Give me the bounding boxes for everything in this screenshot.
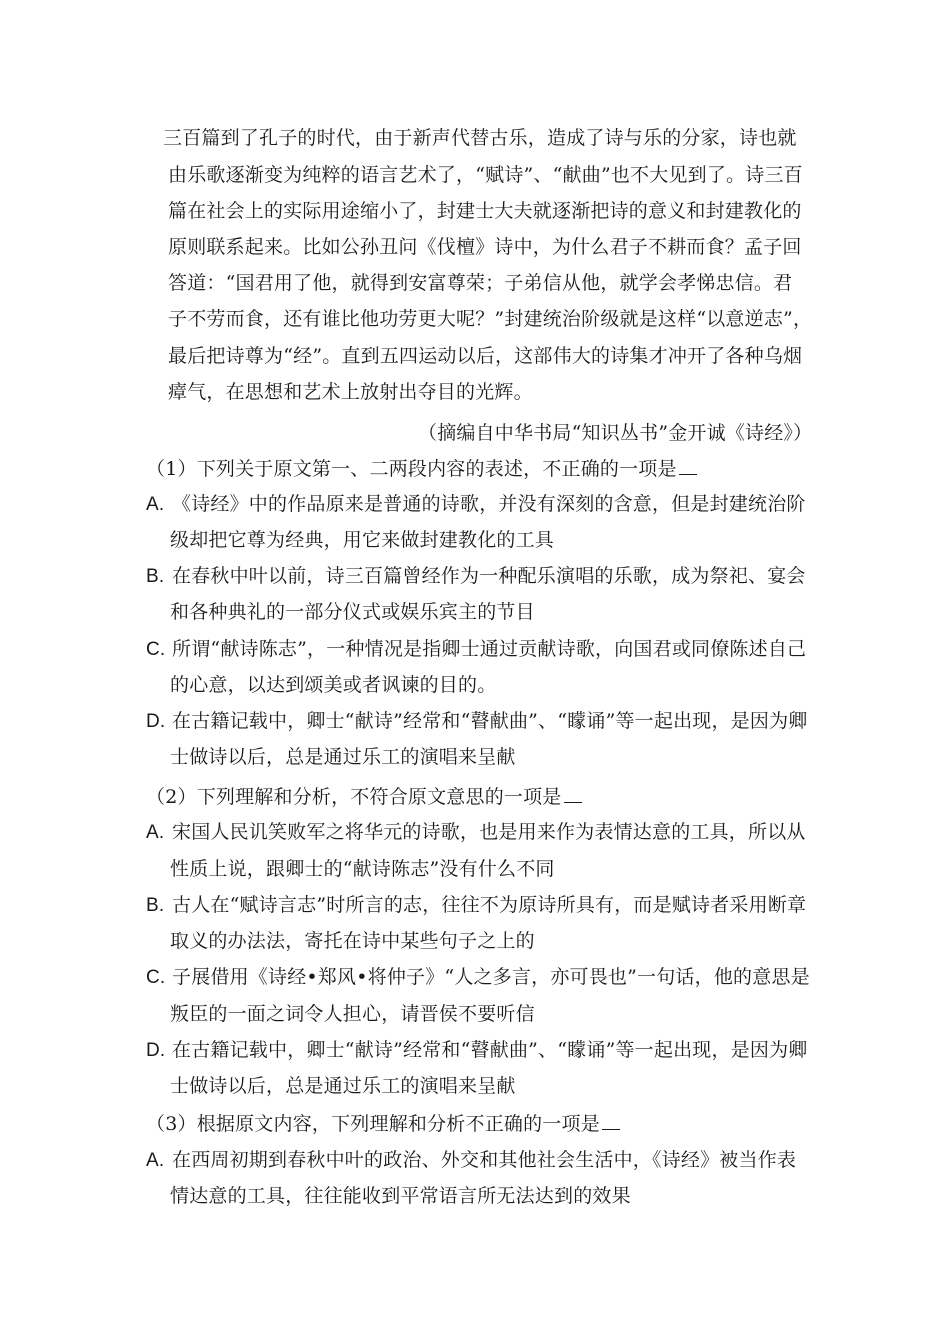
option-line: 的心意，以达到颂美或者讽谏的目的。 — [170, 674, 497, 696]
answer-blank — [602, 1111, 620, 1130]
option-line: 叛臣的一面之词令人担心，请晋侯不要听信 — [170, 1003, 535, 1025]
passage-line: 原则联系起来。比如公孙丑问《伐檀》诗中，为什么君子不耕而食？孟子回 — [168, 236, 802, 258]
option-line — [146, 965, 810, 990]
option-line — [146, 1038, 807, 1063]
answer-blank — [679, 456, 697, 475]
passage-line: 答道：“国君用了他，就得到安富尊荣；子弟信从他，就学会孝悌忠信。君 — [168, 272, 793, 294]
option-text: 在古籍记载中，卿士“献诗”经常和“瞽献曲”、“矇诵”等一起出现，是因为卿 — [172, 1039, 808, 1061]
option-text: 古人在“赋诗言志”时所言的志，往往不为原诗所具有，而是赋诗者采用断章 — [172, 894, 807, 916]
option-text: 子展借用《诗经•郑风•将仲子》“人之多言，亦可畏也”一句话，他的意思是 — [172, 966, 810, 988]
option-line: 士做诗以后，总是通过乐工的演唱来呈献 — [170, 1075, 516, 1097]
question-stem-text: （1）下列关于原文第一、二两段内容的表述，不正确的一项是 — [146, 458, 677, 480]
option-line — [146, 564, 806, 589]
option-text: 宋国人民讥笑败军之将华元的诗歌，也是用来作为表情达意的工具，所以从 — [172, 821, 806, 843]
option-text: 在春秋中叶以前，诗三百篇曾经作为一种配乐演唱的乐歌，成为祭祀、宴会 — [172, 565, 806, 587]
option-line: 级却把它尊为经典，用它来做封建教化的工具 — [170, 529, 555, 551]
option-letter: B. — [146, 895, 165, 916]
option-line — [146, 492, 806, 517]
passage-line: 篇在社会上的实际用途缩小了，封建士大夫就逐渐把诗的意义和封建教化的 — [168, 200, 802, 222]
passage-line: 最后把诗尊为“经”。直到五四运动以后，这部伟大的诗集才冲开了各种乌烟 — [168, 345, 803, 367]
option-text: 在西周初期到春秋中叶的政治、外交和其他社会生活中，《诗经》被当作表 — [172, 1149, 797, 1171]
option-text: 所谓“献诗陈志”，一种情况是指卿士通过贡献诗歌，向国君或同僚陈述自己 — [172, 638, 807, 660]
option-line: 情达意的工具，往往能收到平常语言所无法达到的效果 — [170, 1185, 631, 1207]
option-line — [146, 820, 806, 845]
option-line: 取义的办法法，寄托在诗中某些句子之上的 — [170, 930, 535, 952]
answer-blank — [564, 784, 582, 803]
option-letter: C. — [146, 639, 166, 660]
question-stem — [146, 784, 582, 809]
option-line: 性质上说，跟卿士的“献诗陈志”没有什么不同 — [170, 858, 555, 880]
question-stem — [146, 456, 697, 481]
option-text: 《诗经》中的作品原来是普通的诗歌，并没有深刻的含意，但是封建统治阶 — [172, 493, 806, 515]
option-letter: D. — [146, 711, 166, 732]
option-letter: A. — [146, 822, 165, 843]
option-letter: D. — [146, 1040, 166, 1061]
passage-line: 三百篇到了孔子的时代，由于新声代替古乐，造成了诗与乐的分家，诗也就 — [163, 127, 797, 149]
option-letter: C. — [146, 967, 166, 988]
option-line: 士做诗以后，总是通过乐工的演唱来呈献 — [170, 746, 516, 768]
option-letter: A. — [146, 494, 165, 515]
option-line — [146, 1148, 796, 1173]
option-letter: B. — [146, 566, 165, 587]
passage-line: 瘴气，在思想和艺术上放射出夺目的光辉。 — [168, 381, 533, 403]
passage-source: （摘编自中华书局“知识丛书”金开诚《诗经》） — [418, 422, 813, 444]
option-line — [146, 893, 806, 918]
option-line — [146, 709, 807, 734]
passage-line: 由乐歌逐渐变为纯粹的语言艺术了，“赋诗”、“献曲”也不大见到了。诗三百 — [168, 164, 803, 186]
passage-line: 子不劳而食，还有谁比他功劳更大呢？”封建统治阶级就是这样“以意逆志”， — [168, 308, 813, 330]
question-stem-text: （3）根据原文内容，下列理解和分析不正确的一项是 — [146, 1113, 600, 1135]
option-line: 和各种典礼的一部分仪式或娱乐宾主的节目 — [170, 601, 535, 623]
question-stem-text: （2）下列理解和分析，不符合原文意思的一项是 — [146, 786, 562, 808]
option-text: 在古籍记载中，卿士“献诗”经常和“瞽献曲”、“矇诵”等一起出现，是因为卿 — [172, 710, 808, 732]
question-stem — [146, 1111, 620, 1136]
option-line — [146, 637, 806, 662]
option-letter: A. — [146, 1150, 165, 1171]
